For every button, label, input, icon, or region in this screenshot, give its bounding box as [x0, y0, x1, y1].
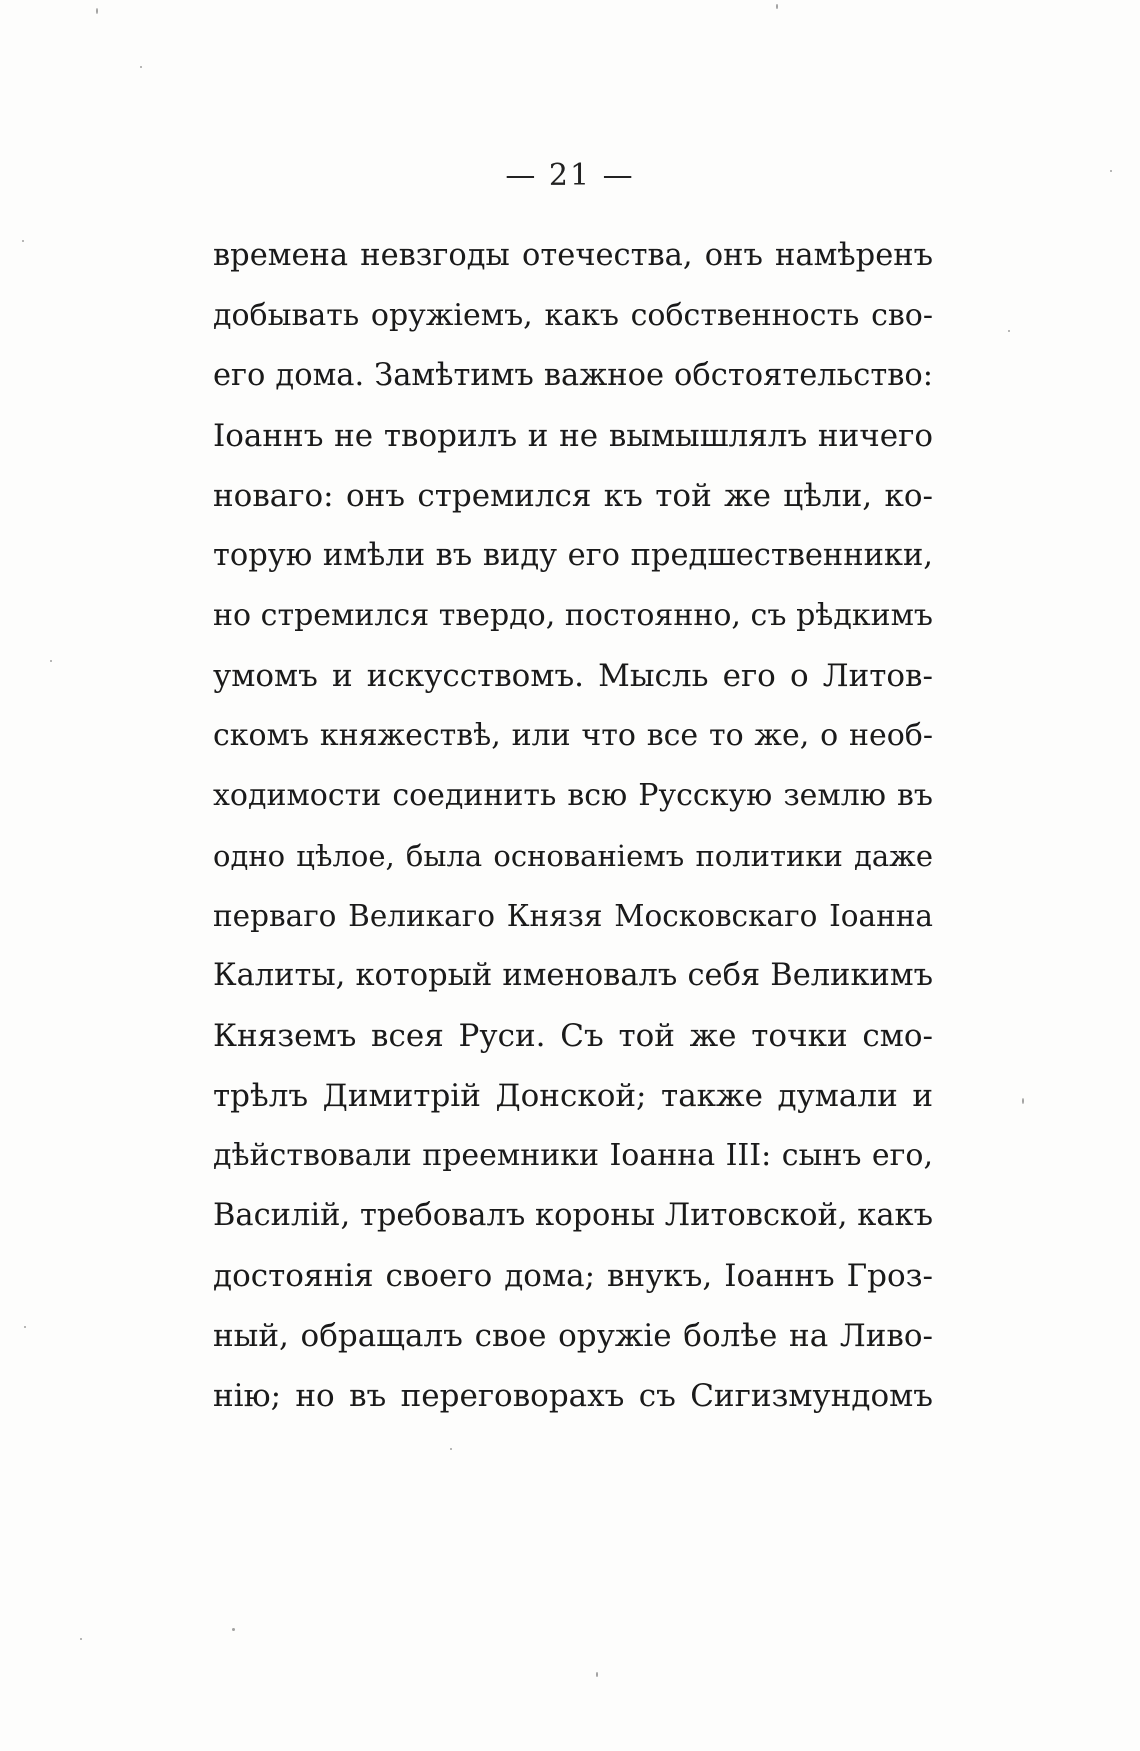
text-line: трѣлъ Димитрій Донской; также думали и	[213, 1078, 933, 1114]
scan-speck	[450, 1448, 452, 1450]
scan-speck	[1022, 1098, 1024, 1104]
scan-speck	[776, 4, 778, 9]
text-line: новаго: онъ стремился къ той же цѣли, ко-	[213, 478, 933, 514]
scan-speck	[596, 1672, 598, 1677]
text-line: ходимости соединить всю Русскую землю въ	[213, 778, 933, 813]
scan-speck	[1110, 170, 1112, 172]
text-line: нію; но въ переговорахъ съ Сигизмундомъ	[213, 1378, 933, 1414]
body-text	[213, 226, 933, 1426]
text-line: добывать оружіемъ, какъ собственность сво-	[213, 298, 933, 333]
text-line: времена невзгоды отечества, онъ намѣренъ	[213, 238, 933, 273]
text-line: дѣйствовали преемники Іоанна III: сынъ его,	[213, 1138, 933, 1173]
text-line: Княземъ всея Руси. Съ той же точки смо-	[213, 1018, 933, 1054]
text-line: скомъ княжествѣ, или что все то же, о необ-	[213, 718, 933, 753]
scan-speck	[1008, 330, 1010, 332]
scan-speck	[140, 66, 142, 68]
text-line: Калиты, который именовалъ себя Великимъ	[213, 958, 933, 993]
text-line: умомъ и искусствомъ. Мысль его о Литов-	[213, 658, 933, 694]
page-number: — 21 —	[505, 158, 635, 193]
scan-speck	[24, 1326, 26, 1328]
scan-speck	[96, 8, 98, 14]
text-line: Іоаннъ не творилъ и не вымышлялъ ничего	[213, 418, 933, 454]
text-line: одно цѣлое, была основаніемъ политики даже	[213, 839, 933, 873]
text-line: достоянія своего дома; внукъ, Іоаннъ Гроз-	[213, 1258, 933, 1294]
text-line: его дома. Замѣтимъ важное обстоятельство:	[213, 358, 933, 393]
text-line: торую имѣли въ виду его предшественники,	[213, 538, 933, 573]
text-line: ный, обращалъ свое оружіе болѣе на Ливо-	[213, 1318, 933, 1354]
text-line: Василій, требовалъ короны Литовской, какъ	[213, 1198, 933, 1233]
scan-speck	[232, 1628, 235, 1631]
text-line: перваго Великаго Князя Московскаго Іоанна	[213, 899, 933, 933]
text-line: но стремился твердо, постоянно, съ рѣдкимъ	[213, 598, 933, 633]
scan-speck	[50, 660, 52, 662]
scan-speck	[22, 240, 24, 242]
scan-speck	[80, 1638, 82, 1640]
